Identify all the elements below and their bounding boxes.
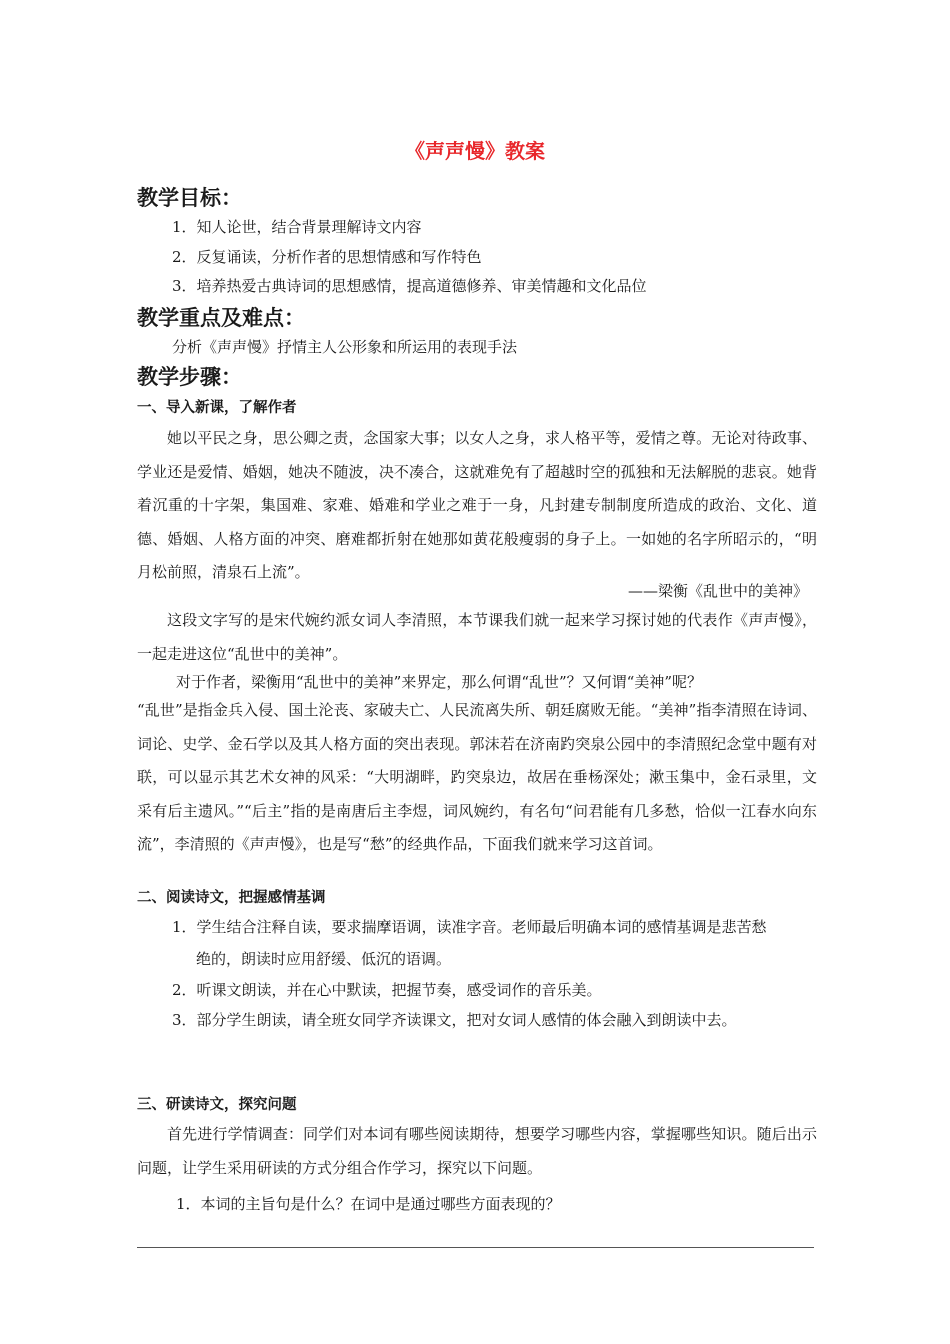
section-2-heading: 二、阅读诗文，把握感情基调 xyxy=(137,890,326,906)
section-2-item-1-line-1: 1．学生结合注释自读，要求揣摩语调，读准字音。老师最后明确本词的感情基调是悲苦愁 xyxy=(172,918,767,936)
section-3-paragraph: 首先进行学情调查：同学们对本词有哪些阅读期待，想要学习哪些内容，掌握哪些知识。随后出示问题，让学生采用研读的方式分组合作学习，探究以下问题。 xyxy=(137,1125,817,1177)
intro-paragraph-2: 这段文字写的是宋代婉约派女词人李清照，本节课我们就一起来学习探讨她的代表作《声声慢》，一起走进这位“乱世中的美神”。 xyxy=(137,611,817,663)
section-2-item-2: 2．听课文朗读，并在心中默读，把握节奏，感受词作的音乐美。 xyxy=(172,981,602,999)
objective-item-3: 3．培养热爱古典诗词的思想感情，提高道德修养、审美情趣和文化品位 xyxy=(172,277,647,295)
document-title: 《声声慢》教案 xyxy=(405,139,545,163)
footer-divider xyxy=(137,1247,814,1248)
focus-heading: 教学重点及难点： xyxy=(137,306,305,330)
intro-quote-paragraph: 她以平民之身，思公卿之责，念国家大事；以女人之身，求人格平等，爱情之尊。无论对待政事、学业还是爱情、婚姻，她决不随波，决不凑合，这就难免有了超越时空的孤独和无法解脱的悲哀。她背着沉重的十字架，集国难、家难、婚难和学业之难于一身，凡封建专制制度所造成的政治、文化、道德、婚姻、人格方面的冲突、磨难都折射在她那如黄花般瘦弱的身子上。一如她的名字所昭示的，“明月松前照，清泉石上流”。 xyxy=(137,429,817,582)
objectives-heading: 教学目标： xyxy=(137,186,242,210)
intro-paragraph-3: “乱世”是指金兵入侵、国土沦丧、家破夫亡、人民流离失所、朝廷腐败无能。“美神”指李清照在诗词、词论、史学、金石学以及其人格方面的突出表现。郭沫若在济南趵突泉公园中的李清照纪念堂中题有对联，可以显示其艺术女神的风采：“大明湖畔，趵突泉边，故居在垂杨深处；漱玉集中，金石录里，文采有后主遗风。”“后主”指的是南唐后主李煜，词风婉约，有名句“问君能有几多愁，恰似一江春水向东流”，李清照的《声声慢》，也是写“愁”的经典作品，下面我们就来学习这首词。 xyxy=(137,701,817,854)
steps-heading: 教学步骤： xyxy=(137,365,242,389)
section-1-heading: 一、导入新课，了解作者 xyxy=(137,400,297,416)
section-3-heading: 三、研读诗文，探究问题 xyxy=(137,1097,297,1113)
section-3-item-1: 1．本词的主旨句是什么？在词中是通过哪些方面表现的？ xyxy=(176,1195,561,1213)
quote-attribution: ——梁衡《乱世中的美神》 xyxy=(627,582,808,600)
section-2-item-1-line-2: 绝的，朗读时应用舒缓、低沉的语调。 xyxy=(196,950,452,968)
objective-item-2: 2．反复诵读，分析作者的思想情感和写作特色 xyxy=(172,248,482,266)
objective-item-1: 1．知人论世，结合背景理解诗文内容 xyxy=(172,218,422,236)
focus-text: 分析《声声慢》抒情主人公形象和所运用的表现手法 xyxy=(172,338,518,356)
section-2-item-3: 3．部分学生朗读，请全班女同学齐读课文，把对女词人感情的体会融入到朗读中去。 xyxy=(172,1011,737,1029)
intro-paragraph-3-first-line: 对于作者，梁衡用“乱世中的美神”来界定，那么何谓“乱世”？又何谓“美神”呢？ xyxy=(176,673,703,691)
